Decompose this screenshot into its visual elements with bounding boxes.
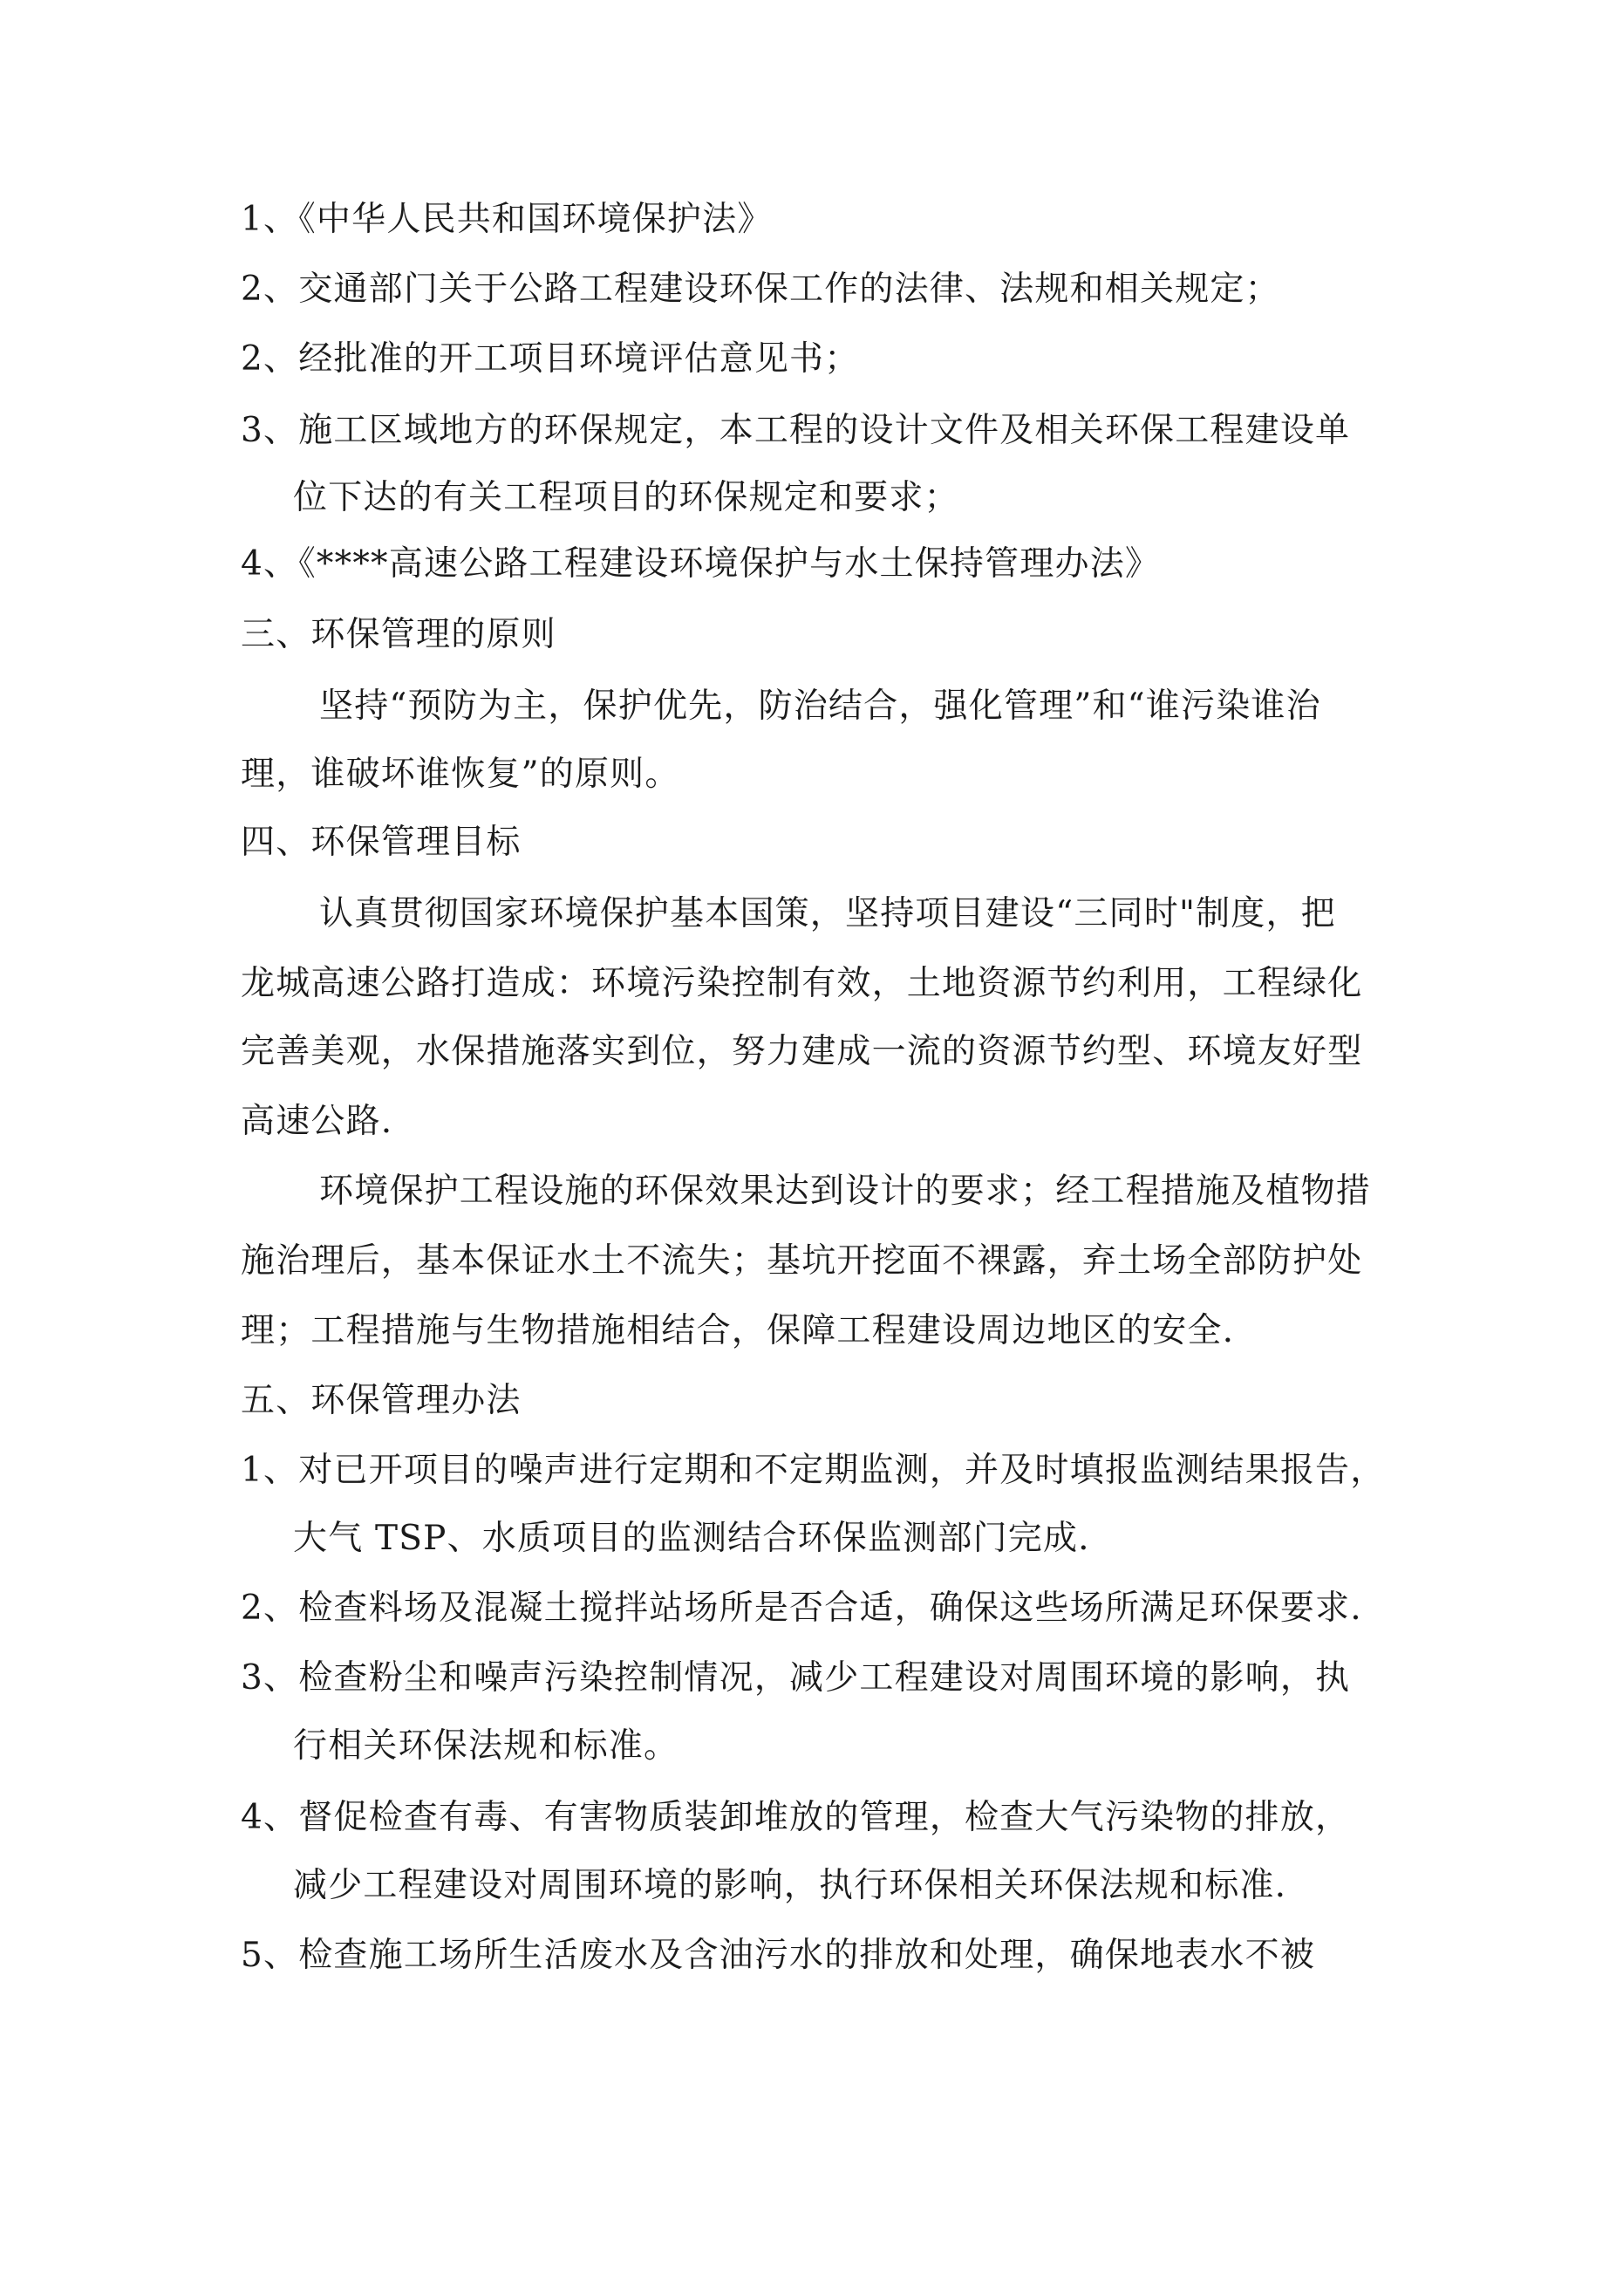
method-item-4-continuation: 减少工程建设对周围环境的影响，执行环保相关环保法规和标准.	[293, 1866, 1287, 1905]
paragraph-goals-line-4: 高速公路.	[241, 1102, 393, 1141]
method-item-2: 2、检查料场及混凝土搅拌站场所是否合适，确保这些场所满足环保要求.	[241, 1589, 1362, 1628]
section-heading-goals: 四、环保管理目标	[241, 823, 522, 862]
paragraph-goals-line-3: 完善美观，水保措施落实到位，努力建成一流的资源节约型、环境友好型	[241, 1032, 1363, 1071]
method-item-3: 3、检查粉尘和噪声污染控制情况，减少工程建设对周围环境的影响，执	[241, 1658, 1351, 1698]
paragraph-goals-line-1: 认真贯彻国家环境保护基本国策，坚持项目建设“三同时"制度，把	[319, 894, 1336, 933]
paragraph-facilities-line-2: 施治理后，基本保证水土不流失；基坑开挖面不裸露，弃土场全部防护处	[241, 1241, 1363, 1281]
list-item-3-continuation: 位下达的有关工程项目的环保规定和要求；	[293, 478, 959, 517]
paragraph-facilities-line-3: 理；工程措施与生物措施相结合，保障工程建设周边地区的安全.	[241, 1311, 1235, 1350]
paragraph-facilities-line-1: 环境保护工程设施的环保效果达到设计的要求；经工程措施及植物措	[319, 1172, 1372, 1211]
method-item-1: 1、对已开项目的噪声进行定期和不定期监测，并及时填报监测结果报告，	[241, 1451, 1386, 1490]
paragraph-principles-line-1: 坚持“预防为主，保护优先，防治结合，强化管理”和“谁污染谁治	[319, 687, 1321, 726]
list-item-4: 4、《****高速公路工程建设环境保护与水土保持管理办法》	[241, 544, 1161, 584]
method-item-1-continuation: 大气 TSP、水质项目的监测结合环保监测部门完成.	[293, 1519, 1090, 1558]
list-item-2-traffic-rules: 2、交通部门关于公路工程建设环保工作的法律、法规和相关规定；	[241, 270, 1280, 309]
method-item-4: 4、督促检查有毒、有害物质装卸堆放的管理，检查大气污染物的排放，	[241, 1798, 1351, 1837]
method-item-5: 5、检查施工场所生活废水及含油污水的排放和处理，确保地表水不被	[241, 1936, 1316, 1975]
section-heading-methods: 五、环保管理办法	[241, 1381, 522, 1420]
method-item-3-continuation: 行相关环保法规和标准。	[293, 1726, 679, 1766]
paragraph-principles-line-2: 理，谁破坏谁恢复”的原则。	[241, 755, 680, 794]
section-heading-principles: 三、环保管理的原则	[241, 615, 556, 654]
paragraph-goals-line-2: 龙城高速公路打造成：环境污染控制有效，土地资源节约利用，工程绿化	[241, 964, 1363, 1003]
list-item-1: 1、《中华人民共和国环境保护法》	[241, 200, 773, 239]
list-item-2-assessment: 2、经批准的开工项目环境评估意见书；	[241, 339, 860, 379]
list-item-3: 3、施工区域地方的环保规定，本工程的设计文件及相关环保工程建设单	[241, 411, 1351, 450]
